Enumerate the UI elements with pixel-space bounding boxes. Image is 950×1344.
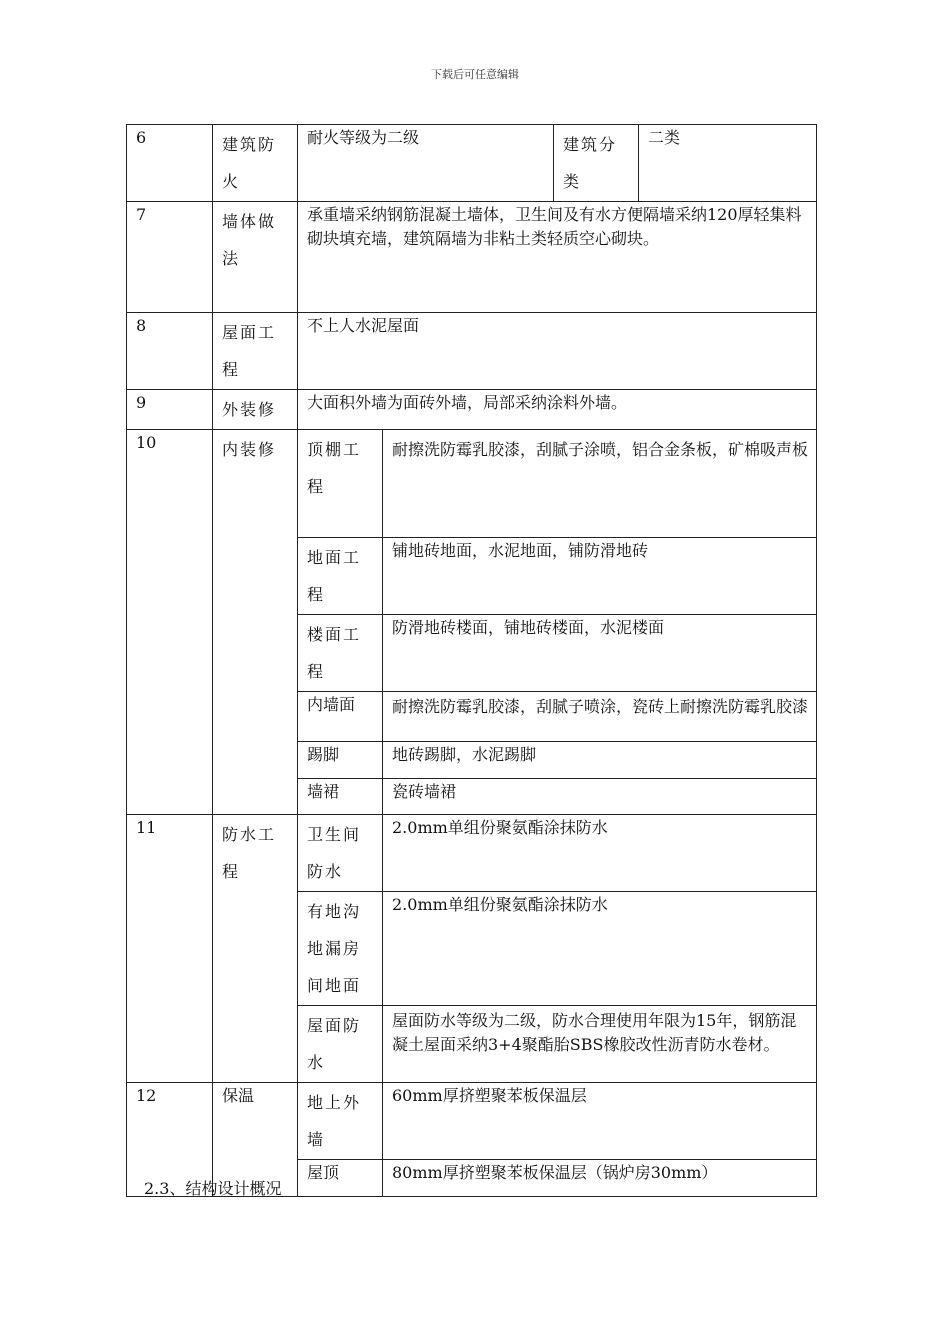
table-row-7 <box>127 202 817 313</box>
row-category: 保温 <box>213 1083 298 1197</box>
sub-label: 内墙面 <box>298 692 383 742</box>
row-number: 7 <box>127 202 213 313</box>
sub-label: 卫生间防水 <box>298 815 383 892</box>
sub-value: 2.0mm单组份聚氨酯涂抹防水 <box>383 892 817 1006</box>
sub-value: 防滑地砖楼面，铺地砖楼面，水泥楼面 <box>383 615 817 692</box>
sub-value: 60mm厚挤塑聚苯板保温层 <box>383 1083 817 1160</box>
row-number: 8 <box>127 313 213 390</box>
sub-label: 地面工程 <box>298 538 383 615</box>
sub-value: 瓷砖墙裙 <box>383 779 817 815</box>
row-category: 墙体做法 <box>213 202 298 313</box>
header-note: 下载后可任意编辑 <box>431 68 519 81</box>
row-number: 9 <box>127 390 213 430</box>
row-category: 外装修 <box>213 390 298 430</box>
sub-value: 耐擦洗防霉乳胶漆，刮腻子涂喷，铝合金条板，矿棉吸声板 <box>383 430 817 538</box>
table-row-11 <box>127 815 817 892</box>
table-row-6 <box>127 125 817 202</box>
row-number: 10 <box>127 430 213 815</box>
sub-label: 踢脚 <box>298 742 383 779</box>
row-number: 11 <box>127 815 213 1083</box>
sub-value: 铺地砖地面，水泥地面，铺防滑地砖 <box>383 538 817 615</box>
row-content: 耐火等级为二级 <box>298 125 554 202</box>
sub-label: 顶棚工程 <box>298 430 383 538</box>
row-category: 防水工程 <box>213 815 298 1083</box>
row-number: 6 <box>127 125 213 202</box>
building-spec-table <box>126 124 817 1197</box>
sub-label: 有地沟地漏房间地面 <box>298 892 383 1006</box>
table-row-10 <box>127 430 817 538</box>
sub-value: 2.0mm单组份聚氨酯涂抹防水 <box>383 815 817 892</box>
sub-label: 地上外墙 <box>298 1083 383 1160</box>
sub-label: 墙裙 <box>298 779 383 815</box>
row-category: 内装修 <box>213 430 298 815</box>
row-content: 不上人水泥屋面 <box>298 313 817 390</box>
sub-value: 地砖踢脚，水泥踢脚 <box>383 742 817 779</box>
sub-label: 楼面工程 <box>298 615 383 692</box>
section-title: 2.3、结构设计概况 <box>144 1179 282 1198</box>
sub-value: 二类 <box>639 125 817 202</box>
sub-value: 耐擦洗防霉乳胶漆，刮腻子喷涂，瓷砖上耐擦洗防霉乳胶漆 <box>383 692 817 742</box>
sub-value: 屋面防水等级为二级，防水合理使用年限为15年，钢筋混凝土屋面采纳3+4聚酯胎SBS橡胶改性沥青防水卷材。 <box>383 1006 817 1083</box>
row-number: 12 <box>127 1083 213 1197</box>
table-row-9 <box>127 390 817 430</box>
row-content: 承重墙采纳钢筋混凝土墙体，卫生间及有水方便隔墙采纳120厚轻集料砌块填充墙，建筑隔墙为非粘土类轻质空心砌块。 <box>298 202 817 313</box>
row-category: 屋面工程 <box>213 313 298 390</box>
table-row-12 <box>127 1083 817 1160</box>
sub-label: 屋顶 <box>298 1160 383 1197</box>
table-row-8 <box>127 313 817 390</box>
row-content: 大面积外墙为面砖外墙，局部采纳涂料外墙。 <box>298 390 817 430</box>
sub-label: 屋面防水 <box>298 1006 383 1083</box>
sub-value: 80mm厚挤塑聚苯板保温层（锅炉房30mm） <box>383 1160 817 1197</box>
sub-label: 建筑分类 <box>554 125 639 202</box>
row-category: 建筑防火 <box>213 125 298 202</box>
